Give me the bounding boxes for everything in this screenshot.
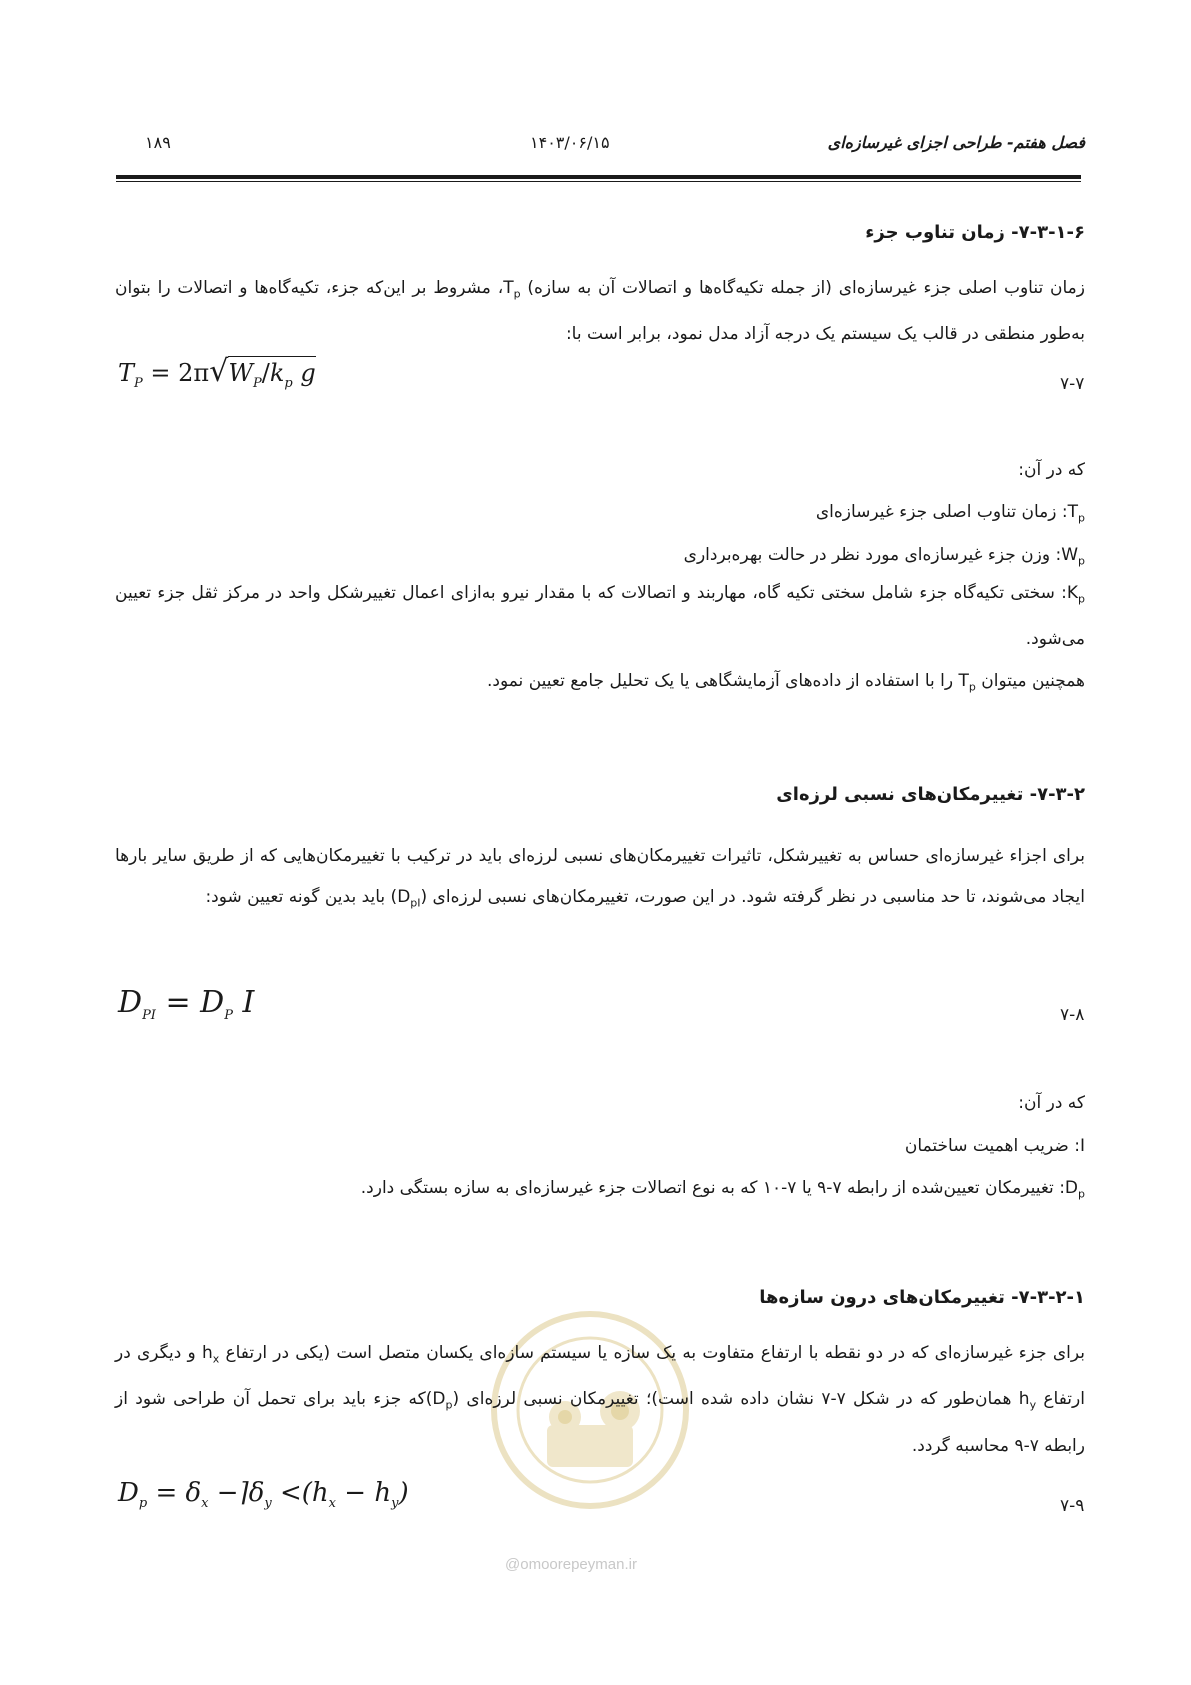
equation-7-8: $D_{PI} = D_P$ I <box>118 985 255 1023</box>
definition-item: $W_p$: وزن جزء غیرسازه‌ای مورد نظر در حالت بهره‌برداری <box>683 545 1085 568</box>
paragraph: برای جزء غیرسازه‌ای که در دو نقطه با ارتفاع متفاوت به یک سازه یا سیستم سازه‌ای یکسان متصل است (یکی در ارتفاع $h_x$ و دیگری در ارتفاع $h_y$ همان‌طور که در شکل ۷-۷ نشان داده شده است)؛ تغییرمکان نسبی لرزه‌ای $(D_p)که$ جزء باید برای تحمل آن طراحی شود از رابطه ۷-۹ محاسبه گردد. <box>115 1343 1086 1456</box>
paragraph: زمان تناوب اصلی جزء غیرسازه‌ای (از جمله تکیه‌گاه‌ها و اتصالات آن به سازه) $T_p،$ مشروط بر این‌که جزء، تکیه‌گاه‌ها و اتصالات را بتوان به‌طور منطقی در قالب یک سیستم یک درجه آزاد مدل نمود، برابر است با: <box>115 278 1085 345</box>
section-heading: ۷-۳-۱-۶- زمان تناوب جزء <box>865 222 1085 243</box>
where-label: که در آن: <box>1018 460 1085 480</box>
running-header-date: ۱۴۰۳/۰۶/۱۵ <box>530 133 610 152</box>
paragraph: برای اجزاء غیرسازه‌ای حساس به تغییرشکل، تاثیرات تغییرمکان‌های نسبی لرزه‌ای باید در ترکیب با تغییرمکان‌هایی که از طریق سایر بارها ایجاد می‌شوند، تا حد مناسبی در نظر گرفته شود. در این صورت، تغییرمکان‌های نسبی لرزه‌ای $(D_{pI})$ باید بدین گونه تعیین شود: <box>115 846 1085 910</box>
equation-7-9: $D_p = \delta_x$ $-⌉\delta_y <(h_x - h_y)$ <box>118 1478 409 1512</box>
definition-item: I: ضریب اهمیت ساختمان <box>904 1136 1085 1156</box>
page-number: ۱۸۹ <box>145 133 171 152</box>
section-heading: ۷-۳-۲-۱- تغییرمکان‌های درون سازه‌ها <box>759 1287 1085 1308</box>
definition-item: $K_p$: سختی تکیه‌گاه جزء شامل سختی تکیه گاه، مهاربند و اتصالات که با مقدار نیرو به‌ازای اعمال تغییرشکل واحد در مرکز ثقل جزء تعیین می‌شود. <box>115 583 1085 650</box>
note-line: همچنین میتوان $T_p$ را با استفاده از داده‌های آزمایشگاهی یا یک تحلیل جامع تعیین نمود. <box>486 671 1085 694</box>
watermark-url: @omoorepeyman.ir <box>505 1556 637 1573</box>
running-header-chapter: فصل هفتم- طراحی اجزای غیرسازه‌ای <box>827 133 1085 152</box>
header-rule-thin <box>116 181 1081 182</box>
symbol: $T_p$ <box>503 278 521 301</box>
definition-item: $T_p$: زمان تناوب اصلی جزء غیرسازه‌ای <box>815 502 1085 525</box>
definition-item: $D_p$: تغییرمکان تعیین‌شده از رابطه ۷-۹ یا ۷-۱۰ که به نوع اتصالات جزء غیرسازه‌ای به سازه بستگی دارد. <box>360 1178 1085 1201</box>
equation-number: ۷-۹ <box>1060 1496 1085 1516</box>
section-heading: ۷-۳-۲- تغییرمکان‌های نسبی لرزه‌ای <box>776 784 1085 805</box>
equation-7-7: $T_P = 2\pi√W_P/k_p$ g <box>118 354 316 391</box>
equation-number: ۷-۷ <box>1060 374 1085 394</box>
where-label: که در آن: <box>1018 1093 1085 1113</box>
equation-number: ۷-۸ <box>1060 1005 1085 1025</box>
header-rule <box>116 175 1081 179</box>
